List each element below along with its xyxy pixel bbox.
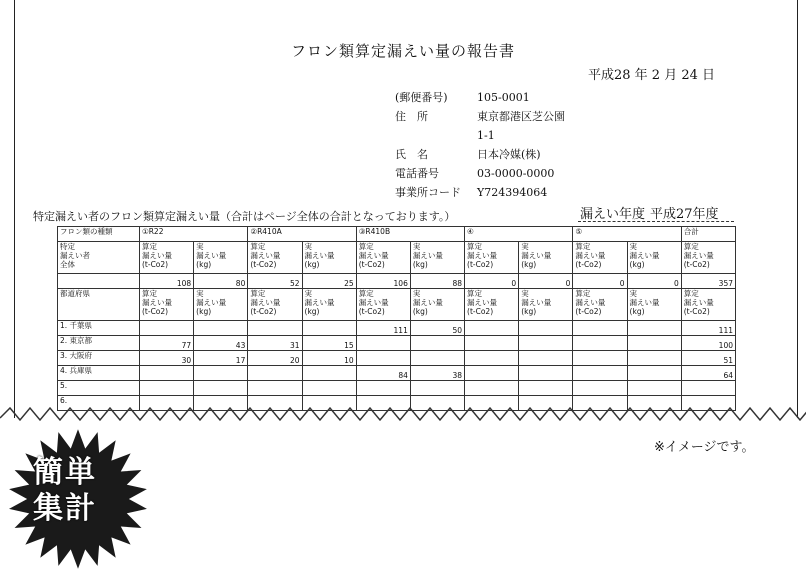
row-value <box>465 381 519 396</box>
actual-header-line: (kg) <box>196 260 212 269</box>
calc-header-line: 漏えい量 <box>250 298 281 307</box>
reporter-info <box>395 88 565 202</box>
row-value <box>248 321 302 336</box>
reporter-label <box>395 126 477 145</box>
row-value: 111 <box>356 321 410 336</box>
row-value <box>465 366 519 381</box>
total-value: 108 <box>140 274 194 289</box>
actual-header-line: 漏えい量 <box>304 298 335 307</box>
actual-header-line: 漏えい量 <box>412 251 443 260</box>
reporter-value: Y724394064 <box>477 186 548 199</box>
total-label-line: 全体 <box>60 260 75 269</box>
calc-header-line: 算定 <box>358 289 374 298</box>
row-value <box>248 381 302 396</box>
row-value <box>465 321 519 336</box>
calc-header-line: 漏えい量 <box>358 298 389 307</box>
actual-header <box>302 242 356 274</box>
row-value: 43 <box>194 336 248 351</box>
row-value <box>410 336 464 351</box>
calc-header-line: (t-Co2) <box>358 307 385 316</box>
actual-header <box>410 242 464 274</box>
actual-header-line: (kg) <box>629 260 645 269</box>
actual-header-line: 実 <box>629 242 638 251</box>
row-value <box>410 381 464 396</box>
actual-header-line: (kg) <box>521 260 537 269</box>
reporter-row <box>395 88 565 107</box>
reporter-value: 日本冷媒(株) <box>477 148 541 161</box>
row-value: 100 <box>681 336 735 351</box>
reporter-label: 事業所コード <box>395 186 461 199</box>
group-header: ④ <box>465 227 573 242</box>
actual-header-line: 実 <box>629 289 638 298</box>
pref-name: 5. <box>58 381 140 396</box>
row-value <box>627 366 681 381</box>
reporter-value: 1-1 <box>477 129 495 142</box>
total-label-line: 漏えい者 <box>60 251 90 260</box>
actual-header-line: 漏えい量 <box>521 251 552 260</box>
row-value: 64 <box>681 366 735 381</box>
actual-header-line: (kg) <box>304 260 320 269</box>
year-value: 平成27年度 <box>650 207 719 222</box>
calc-header-line: 算定 <box>467 242 483 251</box>
row-value <box>248 366 302 381</box>
row-value <box>573 321 627 336</box>
row-value <box>465 336 519 351</box>
row-value <box>573 336 627 351</box>
year-label: 漏えい年度 <box>580 207 646 222</box>
group-label: フロン類の種類 <box>58 227 140 242</box>
calc-header-line: (t-Co2) <box>467 260 494 269</box>
row-value: 111 <box>681 321 735 336</box>
row-value: 51 <box>681 351 735 366</box>
pref-name: 1. 千葉県 <box>58 321 140 336</box>
row-value <box>519 366 573 381</box>
total-label-line: 特定 <box>60 242 75 251</box>
row-value <box>194 381 248 396</box>
actual-header-line: 実 <box>304 289 313 298</box>
row-value <box>302 381 356 396</box>
row-value <box>465 351 519 366</box>
actual-header-line: (kg) <box>629 307 645 316</box>
total-value: 0 <box>627 274 681 289</box>
calc-header-line: 漏えい量 <box>250 251 281 260</box>
row-value <box>356 381 410 396</box>
row-value: 20 <box>248 351 302 366</box>
actual-header-line: 漏えい量 <box>629 251 660 260</box>
row-value <box>410 351 464 366</box>
pref-name: 2. 東京都 <box>58 336 140 351</box>
actual-header-line: 実 <box>196 242 204 251</box>
row-value <box>627 351 681 366</box>
total-value: 80 <box>194 274 248 289</box>
row-value <box>519 336 573 351</box>
group-header: ①R22 <box>140 227 248 242</box>
calc-header-line: 算定 <box>358 242 374 251</box>
calc-header-line: (t-Co2) <box>575 307 602 316</box>
calc-header <box>465 242 519 274</box>
table-row <box>58 336 736 351</box>
totals-spacer <box>58 274 140 289</box>
reporter-row <box>395 183 565 202</box>
calc-header <box>573 242 627 274</box>
actual-header <box>194 242 248 274</box>
reporter-label: (郵便番号) <box>395 91 448 104</box>
row-value <box>356 336 410 351</box>
pref-name: 4. 兵庫県 <box>58 366 140 381</box>
group-header-row <box>58 227 736 242</box>
table-row <box>58 366 736 381</box>
actual-header-line: 実 <box>521 289 529 298</box>
row-value: 10 <box>302 351 356 366</box>
calc-header-line: 算定 <box>467 289 483 298</box>
row-value: 30 <box>140 351 194 366</box>
calc-header-line: (t-Co2) <box>467 307 494 316</box>
actual-header-line: (kg) <box>412 260 428 269</box>
row-value <box>302 366 356 381</box>
total-value: 0 <box>573 274 627 289</box>
calc-header-line: (t-Co2) <box>250 260 277 269</box>
calc-header-line: (t-Co2) <box>683 260 710 269</box>
calc-header-line: (t-Co2) <box>250 307 277 316</box>
pref-name: 6. <box>58 396 140 411</box>
actual-header-line: 漏えい量 <box>412 298 443 307</box>
report-date: 平成28 年 2 月 24 日 <box>588 68 716 83</box>
calc-header-line: 漏えい量 <box>358 251 389 260</box>
actual-header-line: (kg) <box>521 307 537 316</box>
row-value <box>627 321 681 336</box>
reporter-row <box>395 107 565 126</box>
reporter-value: 105-0001 <box>477 91 530 104</box>
total-value: 0 <box>519 274 573 289</box>
calc-header-line: 漏えい量 <box>575 251 606 260</box>
row-value: 17 <box>194 351 248 366</box>
row-value: 84 <box>356 366 410 381</box>
pref-header-row <box>58 289 736 321</box>
actual-header-line: 漏えい量 <box>196 251 227 260</box>
actual-header <box>519 289 573 321</box>
calc-header-line: (t-Co2) <box>142 260 169 269</box>
table-caption: 特定漏えい者のフロン類算定漏えい量（合計はページ全体の合計となっております。） <box>33 210 456 223</box>
reporter-value: 03-0000-0000 <box>477 167 555 180</box>
total-row <box>58 242 736 274</box>
row-value <box>194 366 248 381</box>
actual-header-line: 実 <box>196 289 204 298</box>
row-value <box>140 381 194 396</box>
report-title: フロン類算定漏えい量の報告書 <box>290 42 515 60</box>
total-value: 106 <box>356 274 410 289</box>
calc-header <box>681 289 735 321</box>
pref-label: 都道府県 <box>58 289 140 321</box>
actual-header-line: 漏えい量 <box>629 298 660 307</box>
row-value <box>519 321 573 336</box>
calc-header <box>465 289 519 321</box>
calc-header-line: 算定 <box>575 289 591 298</box>
calc-header <box>248 242 302 274</box>
calc-header <box>248 289 302 321</box>
group-header: 合計 <box>681 227 735 242</box>
calc-header <box>681 242 735 274</box>
actual-header-line: (kg) <box>196 307 212 316</box>
row-value <box>302 321 356 336</box>
row-value <box>627 381 681 396</box>
calc-header <box>356 289 410 321</box>
table-row <box>58 351 736 366</box>
actual-header <box>519 242 573 274</box>
actual-header-line: 実 <box>304 242 313 251</box>
total-value: 88 <box>410 274 464 289</box>
total-value: 0 <box>465 274 519 289</box>
calc-header-line: 漏えい量 <box>683 298 714 307</box>
calc-header-line: 算定 <box>250 242 266 251</box>
calc-header-line: (t-Co2) <box>683 307 710 316</box>
row-value: 31 <box>248 336 302 351</box>
calc-header-line: 漏えい量 <box>467 251 498 260</box>
row-value: 50 <box>410 321 464 336</box>
row-value <box>519 351 573 366</box>
calc-header <box>356 242 410 274</box>
total-value: 25 <box>302 274 356 289</box>
table-row <box>58 321 736 336</box>
row-value <box>573 351 627 366</box>
table-row <box>58 381 736 396</box>
actual-header <box>410 289 464 321</box>
reporter-label: 氏 名 <box>395 148 428 161</box>
calc-header <box>573 289 627 321</box>
reporter-label: 電話番号 <box>395 167 439 180</box>
group-header: ②R410A <box>248 227 356 242</box>
actual-header-line: 漏えい量 <box>304 251 335 260</box>
calc-header-line: 漏えい量 <box>575 298 606 307</box>
total-value: 357 <box>681 274 735 289</box>
row-value: 38 <box>410 366 464 381</box>
actual-header-line: (kg) <box>304 307 320 316</box>
actual-header-line: 漏えい量 <box>196 298 227 307</box>
actual-header-line: (kg) <box>412 307 428 316</box>
row-value <box>356 351 410 366</box>
calc-header-line: (t-Co2) <box>142 307 169 316</box>
row-value <box>194 321 248 336</box>
calc-header-line: 漏えい量 <box>142 298 172 307</box>
badge-text <box>0 455 130 527</box>
calc-header-line: (t-Co2) <box>575 260 602 269</box>
group-header: ③R410B <box>356 227 464 242</box>
total-value: 52 <box>248 274 302 289</box>
reporter-label: 住 所 <box>395 110 428 123</box>
actual-header-line: 漏えい量 <box>521 298 552 307</box>
row-value <box>140 366 194 381</box>
year-underline <box>578 221 734 222</box>
totals-values-row <box>58 274 736 289</box>
reporter-row <box>395 145 565 164</box>
calc-header-line: 漏えい量 <box>467 298 498 307</box>
reporter-row <box>395 164 565 183</box>
calc-header-line: 算定 <box>575 242 591 251</box>
row-value <box>573 366 627 381</box>
actual-header-line: 実 <box>412 289 421 298</box>
actual-header <box>627 289 681 321</box>
row-value <box>140 321 194 336</box>
actual-header <box>302 289 356 321</box>
calc-header-line: 算定 <box>250 289 266 298</box>
actual-header-line: 実 <box>412 242 421 251</box>
actual-header-line: 実 <box>521 242 529 251</box>
badge-line-2: 集計 <box>33 491 97 526</box>
reporter-row <box>395 126 565 145</box>
group-header: ⑤ <box>573 227 681 242</box>
leak-table <box>57 226 736 411</box>
calc-header-line: 算定 <box>683 289 699 298</box>
row-value <box>627 336 681 351</box>
calc-header-line: 漏えい量 <box>683 251 714 260</box>
pref-name: 3. 大阪府 <box>58 351 140 366</box>
row-value <box>681 381 735 396</box>
row-value: 77 <box>140 336 194 351</box>
badge-line-1: 簡単 <box>33 455 97 490</box>
reporter-value: 東京都港区芝公園 <box>477 110 565 123</box>
calc-header <box>140 242 194 274</box>
calc-header-line: 算定 <box>142 289 157 298</box>
actual-header <box>627 242 681 274</box>
calc-header-line: 算定 <box>142 242 157 251</box>
row-value <box>573 381 627 396</box>
row-value: 15 <box>302 336 356 351</box>
total-label <box>58 242 140 274</box>
calc-header <box>140 289 194 321</box>
row-value <box>519 381 573 396</box>
actual-header <box>194 289 248 321</box>
image-note: ※イメージです。 <box>654 440 755 455</box>
calc-header-line: (t-Co2) <box>358 260 385 269</box>
calc-header-line: 漏えい量 <box>142 251 172 260</box>
calc-header-line: 算定 <box>683 242 699 251</box>
